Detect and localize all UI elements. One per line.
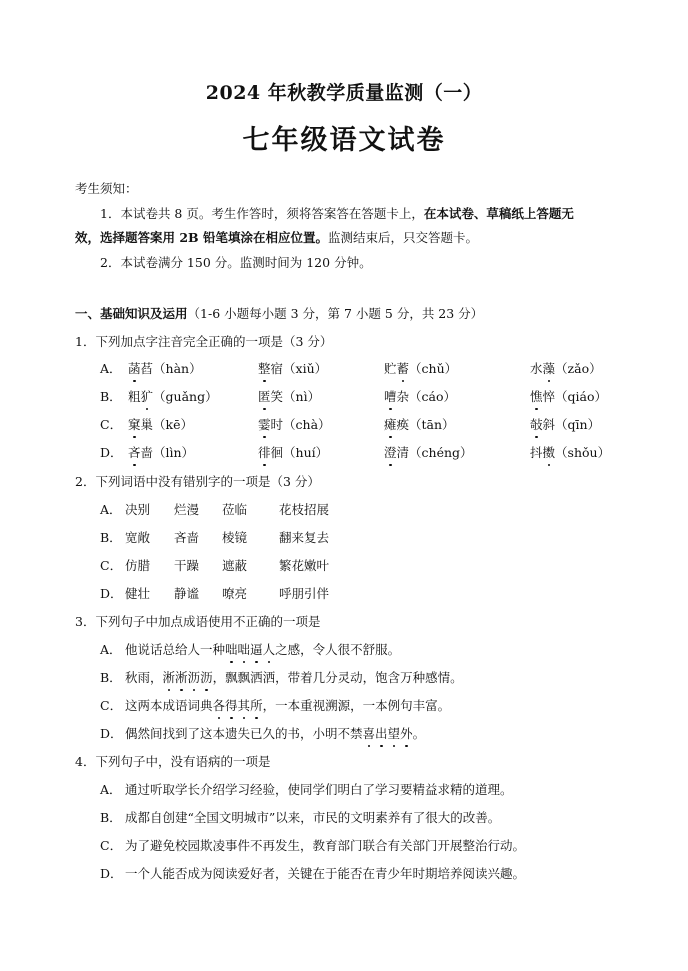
word-item: 烂漫 [174,502,200,517]
option-label: D． [100,586,123,601]
dotted-char: 犷 [140,389,154,404]
notice-heading: 考生须知： [75,181,138,196]
pinyin-item [530,445,610,461]
pinyin-item-post: 杂（cáo） [396,389,456,404]
dotted-char: 咄 [237,642,251,657]
dotted-char: 澄 [384,445,397,460]
section-1-title: 一、基础知识及运用 [75,306,188,321]
pinyin-item [530,361,602,377]
option-sentence [125,642,400,658]
dotted-char: 蓄 [396,361,410,376]
option-label: B． [100,810,122,825]
dotted-idiom [363,726,413,741]
notice-item-1-bold: 在本试卷、草稿纸上答题无 [423,206,574,221]
sentence-post: ，飘飘洒洒，带着几分灵动，饱含万种感情。 [212,670,463,685]
sentence-pre: 偶然间找到了这本遗失已久的书，小明不禁 [125,726,363,741]
dotted-char: 菡 [128,361,141,376]
dotted-idiom [225,642,275,657]
pinyin-item-post: 笑（nì） [270,389,321,404]
pinyin-item [128,389,218,405]
option-sentence: 通过听取学长介绍学习经验，使同学们明白了学习要精益求精的道理。 [125,782,513,797]
option-label: B． [100,530,122,545]
section-1-note: （1-6 小题每小题 3 分，第 7 小题 5 分，共 23 分） [187,306,484,321]
pinyin-item-post: （guǎng） [153,389,218,404]
pinyin-item-pre: 贮 [384,361,397,376]
dotted-char: 咄 [225,642,238,657]
dotted-char: 得 [225,698,238,713]
pinyin-item-post: 徊（huí） [270,445,329,460]
word-item: 呼朋引伴 [279,586,330,601]
option-label: D． [100,445,123,460]
option-sentence: 一个人能否成为阅读爱好者，关键在于能否在青少年时期培养阅读兴趣。 [125,866,526,881]
dotted-char: 人 [262,642,276,657]
question-1-stem: 1．下列加点字注音完全正确的一项是（3 分） [75,334,333,349]
word-item: 莅临 [222,502,248,517]
pinyin-item-post: 斜（qīn） [542,417,601,432]
pinyin-item [128,361,202,377]
dotted-char: 匿 [258,389,271,404]
option-label: C． [100,698,123,713]
pinyin-item [128,417,193,433]
dotted-idiom [213,698,263,713]
notice-item-1-bold-cont: 效，选择题答案用 2B 铅笔填涂在相应位置。 [75,230,328,245]
option-sentence: 为了避免校园欺凌事件不再发生，教育部门联合有关部门开展整治行动。 [125,838,526,853]
question-3-stem: 3．下列句子中加点成语使用不正确的一项是 [75,614,321,629]
dotted-char: 其 [237,698,251,713]
word-item: 花枝招展 [279,502,330,517]
word-item: 宽敞 [125,530,151,545]
dotted-char: 瘫 [384,417,397,432]
pinyin-item [258,361,327,377]
pinyin-item [258,389,320,405]
notice-item-1-text-cont: 监测结束后，只交答题卡。 [327,230,478,245]
pinyin-item-post: 巢（kē） [140,417,193,432]
word-item: 翻来复去 [279,530,330,545]
dotted-char: 吝 [128,445,141,460]
pinyin-item-pre: 抖 [530,445,543,460]
option-label: A． [100,782,122,797]
question-2-stem: 2．下列词语中没有错别字的一项是（3 分） [75,474,320,489]
word-item: 棱镜 [222,530,248,545]
word-item: 健壮 [125,586,151,601]
sentence-post: ，一本重视溯源，一本例句丰富。 [262,698,451,713]
pinyin-item [384,445,473,461]
dotted-char: 沥 [200,670,213,685]
dotted-char: 外 [400,726,413,741]
option-label: B． [100,670,122,685]
word-item: 嘹亮 [222,586,248,601]
dotted-char: 敧 [530,417,543,432]
sentence-pre: 他说话总给人一种 [125,642,226,657]
pinyin-item-post: （zǎo） [555,361,602,376]
word-item: 干躁 [174,558,200,573]
pinyin-item [258,445,328,461]
sentence-pre: 秋雨， [125,670,163,685]
pinyin-item-post: （shǒu） [555,445,611,460]
word-item: 吝啬 [174,530,200,545]
option-sentence [125,698,450,714]
pinyin-item-post: 痪（tān） [396,417,455,432]
pinyin-item [258,417,331,433]
exam-title: 2024 年秋教学质量监测（一） [205,82,483,104]
dotted-char: 所 [250,698,263,713]
dotted-char: 徘 [258,445,271,460]
pinyin-item-post: 宿（xiǔ） [270,361,328,376]
option-sentence [125,726,425,742]
dotted-char: 各 [212,698,226,713]
pinyin-item [530,389,607,405]
word-item: 繁花嫩叶 [279,558,330,573]
dotted-char: 沥 [187,670,201,685]
pinyin-item-post: 萏（hàn） [140,361,202,376]
pinyin-item-post: （chǔ） [409,361,458,376]
pinyin-item-post: 悴（qiáo） [542,389,607,404]
sentence-post: 之感，令人很不舒服。 [275,642,401,657]
section-1-heading [75,306,483,322]
pinyin-item [384,389,456,405]
question-4-stem: 4．下列句子中，没有语病的一项是 [75,754,271,769]
dotted-char: 淅 [175,670,188,685]
pinyin-item [384,361,457,377]
option-label: D． [100,726,123,741]
notice-item-1-cont [75,230,478,246]
dotted-char: 霎 [258,417,271,432]
dotted-char: 憔 [530,389,543,404]
word-item: 静谧 [174,586,200,601]
dotted-char: 逼 [250,642,263,657]
pinyin-item [384,417,455,433]
notice-item-1-text: 1．本试卷共 8 页。考生作答时，须将答案答在答题卡上， [100,206,424,221]
option-label: C． [100,417,123,432]
option-label: A． [100,502,122,517]
word-item: 遮蔽 [222,558,248,573]
dotted-char: 望 [387,726,401,741]
option-label: A． [100,361,122,376]
option-label: A． [100,642,122,657]
dotted-char: 嘈 [384,389,397,404]
word-item: 仿腊 [125,558,151,573]
option-sentence [125,670,463,686]
dotted-char: 窠 [128,417,141,432]
dotted-char: 整 [258,361,271,376]
option-label: C． [100,838,123,853]
sentence-post: 。 [412,726,426,741]
notice-item-2: 2．本试卷满分 150 分。监测时间为 120 分钟。 [100,255,372,270]
dotted-idiom [163,670,213,685]
pinyin-item-pre: 水 [530,361,543,376]
pinyin-item [530,417,600,433]
pinyin-item-post: 时（chà） [270,417,331,432]
dotted-char: 藻 [542,361,556,376]
word-item: 决别 [125,502,151,517]
option-label: B． [100,389,122,404]
exam-subtitle: 七年级语文试卷 [242,125,446,156]
dotted-char: 擞 [542,445,556,460]
option-label: D． [100,866,123,881]
pinyin-item-pre: 粗 [128,389,141,404]
pinyin-item [128,445,194,461]
option-label: C． [100,558,123,573]
dotted-char: 喜 [362,726,376,741]
dotted-char: 出 [375,726,388,741]
option-sentence: 成都自创建“全国文明城市”以来，市民的文明素养有了很大的改善。 [125,810,501,825]
dotted-char: 淅 [162,670,176,685]
sentence-pre: 这两本成语词典 [125,698,213,713]
pinyin-item-post: 清（chéng） [396,445,473,460]
notice-item-1 [100,206,574,222]
pinyin-item-post: 啬（lìn） [140,445,195,460]
